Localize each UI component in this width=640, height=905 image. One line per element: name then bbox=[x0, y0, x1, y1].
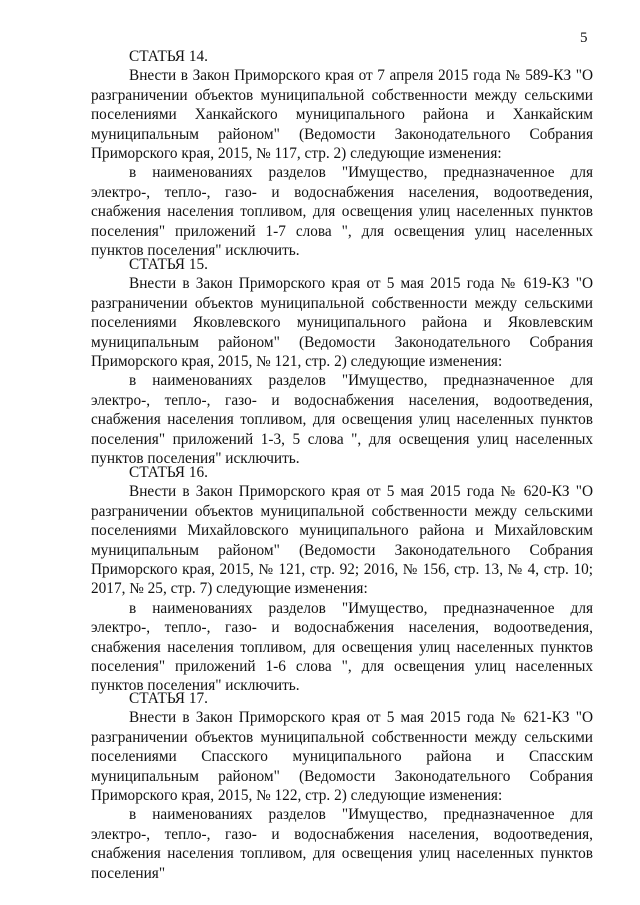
article-heading: СТАТЬЯ 15. bbox=[129, 256, 208, 273]
article-intro: Внести в Закон Приморского края от 5 мая 2015 года № 620-КЗ "О разграничении объектов муниципальной собственности между сельскими поселениями Михайловского муниципального района и Михайловским муниципальным районом" (Ведомости Законодательного Собрания Приморского края, 2015, № 121, стр. 92; 2016, № 156, стр. 13, № 4, стр. 10; 2017, № 25, стр. 7) следующие изменения: bbox=[91, 483, 593, 598]
article-intro: Внести в Закон Приморского края от 5 мая 2015 года № 619-КЗ "О разграничении объектов муниципальной собственности между сельскими поселениями Яковлевского муниципального района и Яковлевским муниципальным районом" (Ведомости Законодательного Собрания Приморского края, 2015, № 121, стр. 2) следующие изменения: bbox=[91, 275, 593, 371]
article-heading: СТАТЬЯ 17. bbox=[129, 690, 208, 707]
article-intro: Внести в Закон Приморского края от 7 апреля 2015 года № 589-КЗ "О разграничении объектов муниципальной собственности между сельскими поселениями Ханкайского муниципального района и Ханкайским муниципальным районом" (Ведомости Законодательного Собрания Приморского края, 2015, № 117, стр. 2) следующие изменения: bbox=[91, 67, 593, 163]
article-16 bbox=[91, 463, 593, 696]
article-change: в наименованиях разделов "Имущество, предназначенное для электро-, тепло-, газо- и водоснабжения населения, водоотведения, снабжения населения топливом, для освещения улиц населенных пунктов поселения" приложений 1-7 слова ", для освещения улиц населенных пунктов поселения" исключить. bbox=[91, 164, 593, 260]
article-change: в наименованиях разделов "Имущество, предназначенное для электро-, тепло-, газо- и водоснабжения населения, водоотведения, снабжения населения топливом, для освещения улиц населенных пунктов поселения" bbox=[91, 806, 593, 882]
article-17 bbox=[91, 689, 593, 883]
article-change: в наименованиях разделов "Имущество, предназначенное для электро-, тепло-, газо- и водоснабжения населения, водоотведения, снабжения населения топливом, для освещения улиц населенных пунктов поселения" приложений 1-3, 5 слова ", для освещения улиц населенных пунктов поселения" исключить. bbox=[91, 372, 593, 468]
article-15 bbox=[91, 255, 593, 468]
article-intro: Внести в Закон Приморского края от 5 мая 2015 года № 621-КЗ "О разграничении объектов муниципальной собственности между сельскими поселениями Спасского муниципального района и Спасским муниципальным районом" (Ведомости Законодательного Собрания Приморского края, 2015, № 122, стр. 2) следующие изменения: bbox=[91, 709, 593, 805]
article-heading: СТАТЬЯ 16. bbox=[129, 464, 208, 481]
article-14 bbox=[91, 47, 593, 260]
page-number: 5 bbox=[580, 30, 588, 46]
article-change: в наименованиях разделов "Имущество, предназначенное для электро-, тепло-, газо- и водоснабжения населения, водоотведения, снабжения населения топливом, для освещения улиц населенных пунктов поселения" приложений 1-6 слова ", для освещения улиц населенных пунктов поселения" исключить. bbox=[91, 599, 593, 695]
article-heading: СТАТЬЯ 14. bbox=[129, 48, 208, 65]
